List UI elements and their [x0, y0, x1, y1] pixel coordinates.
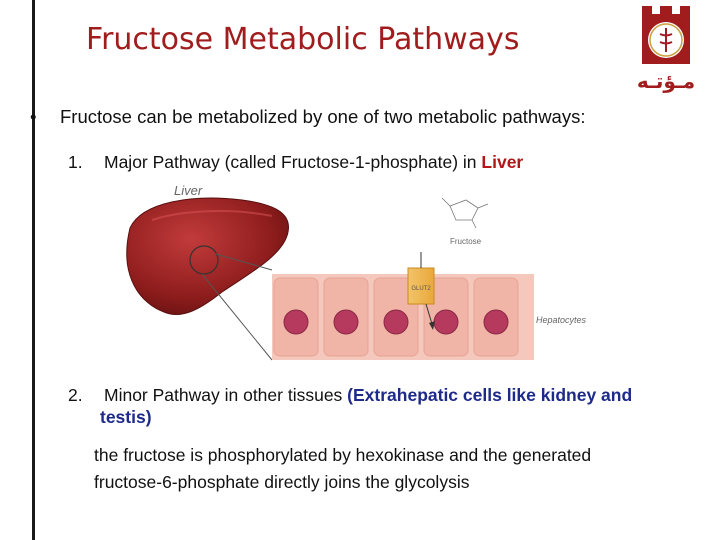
explanation-paragraph: [94, 442, 694, 496]
slide-title: Fructose Metabolic Pathways: [86, 22, 520, 57]
paragraph-line-2: fructose-6-phosphate directly joins the glycolysis: [94, 472, 470, 492]
university-logo: [620, 2, 716, 94]
fructose-label: Fructose: [450, 237, 482, 246]
left-margin: [0, 0, 32, 540]
bullet-text: Fructose can be metabolized by one of two metabolic pathways:: [60, 106, 586, 127]
item-2-text: Minor Pathway in other tissues: [104, 385, 348, 405]
paragraph-line-1: the fructose is phosphorylated by hexokinase and the generated: [94, 445, 592, 465]
main-bullet: [30, 106, 585, 128]
extrahepatic-highlight-2: testis): [100, 407, 152, 427]
logo-emblem-icon: [620, 2, 716, 94]
fructose-molecule-icon: [442, 198, 488, 228]
left-vertical-rule: [32, 0, 35, 540]
bullet-symbol: •: [30, 106, 37, 127]
hepatocytes-label: Hepatocytes: [536, 315, 587, 325]
item-1-text: Major Pathway (called Fructose-1-phosphate) in: [104, 152, 482, 172]
list-item-2: [68, 384, 718, 428]
list-item-1: [68, 152, 523, 173]
glut-label: GLUT2: [411, 286, 431, 292]
figure-illustration: [112, 180, 592, 362]
item-number-2: 2.: [68, 385, 83, 405]
extrahepatic-highlight-1: (Extrahepatic cells like kidney and: [347, 385, 633, 405]
item-number-1: 1.: [68, 152, 83, 172]
liver-highlight: Liver: [481, 152, 524, 172]
hepatocyte-cells: [274, 278, 518, 356]
logo-arabic-text: مـؤتـه: [636, 69, 696, 93]
liver-hepatocyte-figure: [112, 180, 592, 362]
liver-label: Liver: [174, 183, 203, 198]
